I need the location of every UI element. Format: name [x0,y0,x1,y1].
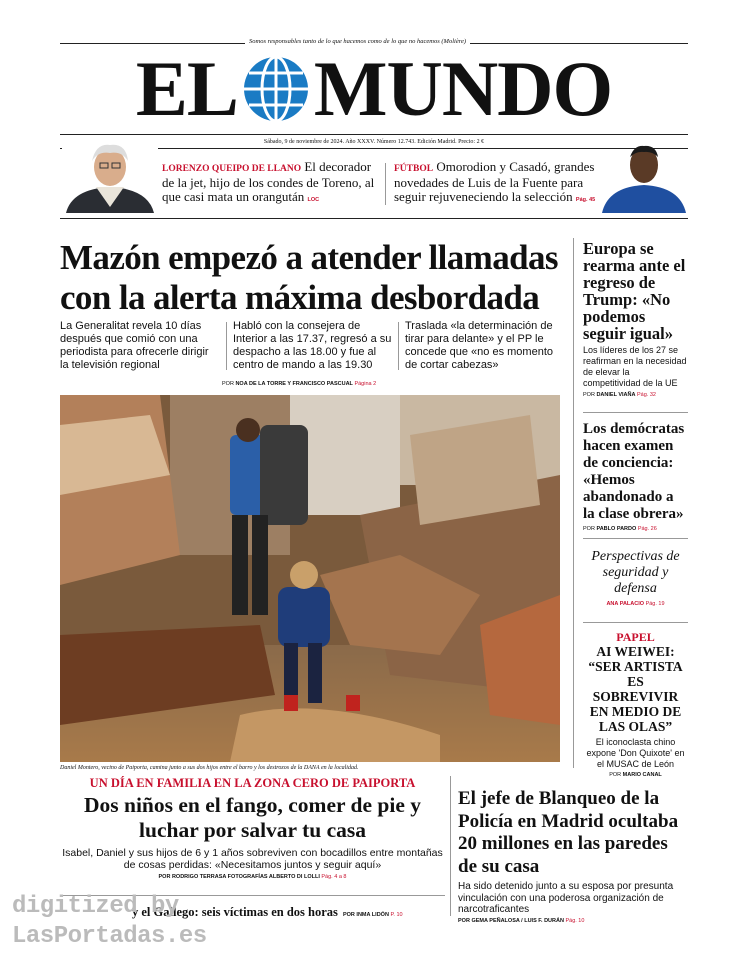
masthead-word-el: EL [135,45,238,132]
footballer-portrait-image [600,137,688,213]
teaser-bottom-rule [60,218,688,219]
story-europa[interactable] [583,240,688,398]
lead-headline[interactable] [60,238,570,318]
right-column-divider [573,238,574,768]
bottom-divider [450,776,451,916]
deck-divider-1 [226,322,227,370]
blanqueo-headline: El jefe de Blanqueo de la Policía en Madrid ocultaba 20 millones en las paredes de su casa [458,788,679,877]
masthead-rule [60,134,688,135]
lead-headline-line1: Mazón empezó a atender llamadas [60,238,558,277]
story-blanqueo[interactable] [458,788,688,924]
story-democratas-byline: POR PABLO PARDO Pág. 26 [583,526,657,532]
masthead-motto: Somos responsables tanto de lo que hacemos como de lo que no hacemos (Molière) [245,38,470,45]
right-rule-2 [583,538,688,539]
papel-deck: El iconoclasta chino expone 'Don Quixote' en el MUSAC de León [586,737,685,769]
masthead-word-mundo: MUNDO [313,45,613,132]
masthead [100,45,648,132]
blanqueo-deck: Ha sido detenido junto a su esposa por presunta vinculación con una poderosa organización de narcotraficantes [458,881,674,915]
paiporta-headline: Dos niños en el fango, comer de pie y luchar por salvar tu casa [83,793,422,842]
lead-deck-3: Traslada «la determinación de tirar para delante» y el PP le concede que «no es momento de cortar cabezas» [405,320,553,371]
teaser-futbol[interactable] [394,160,599,207]
watermark-line1: digitized by [12,893,179,920]
teaser-page: LOC [307,197,320,203]
story-europa-headline: Europa se rearma ante el regreso de Trump: «No podemos seguir igual» [583,239,686,343]
teaser-text: Omorodion y Casadó, grandes novedades de Luis de la Fuente para seguir rejuveneciendo la selección [394,159,595,204]
gallego-byline: POR INMA LIDÓN P. 10 [342,912,403,918]
story-democratas[interactable] [583,421,688,532]
opinion-text: Perspectivas de seguridad y defensa [591,549,680,596]
teaser-queipo[interactable] [162,160,382,207]
lead-headline-line2: con la alerta máxima desbordada [60,278,540,317]
gallego-text: y el Gallego: seis víctimas en dos horas [132,905,338,919]
globe-logo-icon [242,55,310,123]
deck-divider-2 [398,322,399,370]
right-rule-1 [583,412,688,413]
opinion-palacio[interactable] [583,549,688,607]
photo-caption: Daniel Montero, vecino de Paiporta, camina junto a sus dos hijos entre el barro y los destrozos de la DANA en la localidad. [60,765,359,771]
papel-kicker: PAPEL [616,630,655,644]
paiporta-flood-photo[interactable] [60,395,560,762]
right-rule-3 [583,622,688,623]
story-democratas-headline: Los demócratas hacen examen de conciencia: «Hemos abandonado a la clase obrera» [583,421,685,522]
teaser-page: Pág. 45 [575,197,596,203]
watermark [12,892,207,952]
papel-headline: AI WEIWEI: “SER ARTISTA ES SOBREVIVIR EN MEDIO DE LAS OLAS” [588,644,683,734]
papel-byline: POR MARIO CANAL [609,772,662,778]
story-paiporta-family[interactable] [60,776,445,880]
paiporta-byline: POR RODRIGO TERRASA FOTOGRAFÍAS ALBERTO DI LOLLI Pág. 4 a 8 [158,874,347,880]
dateline: Sábado, 9 de noviembre de 2024. Año XXXV. Número 12.743. Edición Madrid. Precio: 2 € [263,139,485,145]
teaser-divider [385,163,386,205]
opinion-byline: ANA PALACIO Pág. 19 [606,601,665,607]
teaser-text: El decorador de la jet, hijo de los condes de Toreno, al que casi mata un orangután [162,159,375,204]
story-papel-weiwei[interactable] [583,630,688,778]
story-europa-deck: Los líderes de los 27 se reafirman en la necesidad de elevar la competitividad de la UE [583,345,687,388]
story-europa-byline: POR DANIEL VIAÑA Pág. 32 [583,392,656,398]
lead-byline: POR NOA DE LA TORRE Y FRANCISCO PASCUAL Página 2 [222,381,377,387]
paiporta-kicker: UN DÍA EN FAMILIA EN LA ZONA CERO DE PAIPORTA [89,776,416,790]
watermark-line2: LasPortadas.es [12,923,207,950]
lead-deck-2: Habló con la consejera de Interior a las 17.37, regresó a su despacho a las 18.00 y fue al centro de mando a las 19.30 [233,320,392,371]
teaser-kicker: LORENZO QUEIPO DE LLANO [162,164,302,174]
paiporta-deck: Isabel, Daniel y sus hijos de 6 y 1 años sobreviven con bocadillos entre montañas de cosas perdidas: «Necesitamos juntos y seguir aquí» [62,847,443,871]
blanqueo-byline: POR GEMA PEÑALOSA / LUIS F. DURÁN Pág. 10 [458,917,585,924]
queipo-portrait-image [62,137,158,213]
lead-deck-1: La Generalitat revela 10 días después que comió con una periodista para ofrecerle dirigir la televisión regional [60,320,209,371]
teaser-kicker: FÚTBOL [394,164,434,174]
